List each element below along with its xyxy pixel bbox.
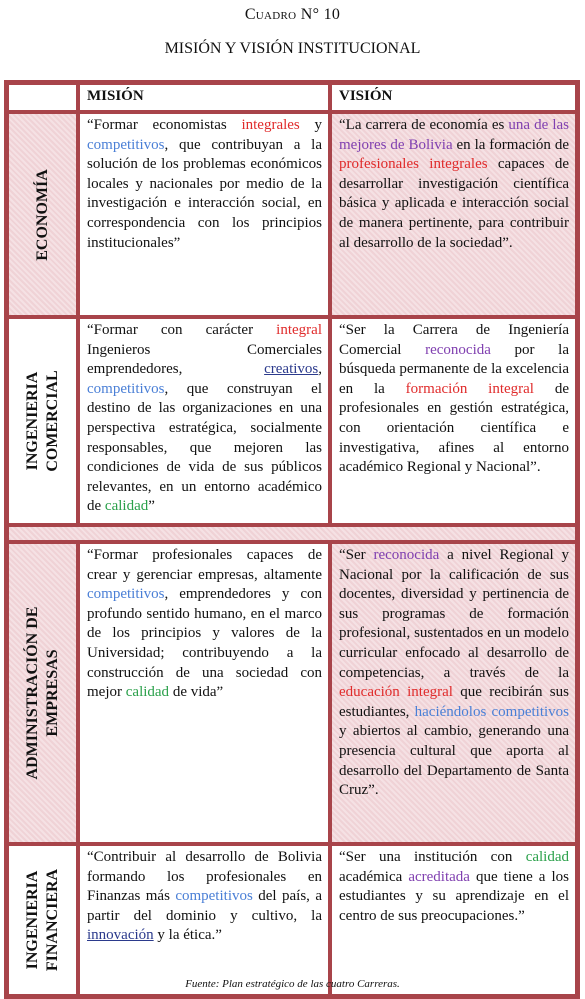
mision-cell <box>78 844 330 996</box>
cell-text: y abiertos al cambio, generando una presencia cultural que aporta al desarrollo del Departamento de Santa Cruz”. <box>339 723 569 799</box>
row-label-economia <box>7 112 78 317</box>
mision-cell <box>78 317 330 525</box>
cell-text: del país, a partir del dominio y cultivo, la <box>87 888 322 924</box>
vision-cell <box>330 542 577 844</box>
cell-text: , <box>318 361 322 378</box>
cell-text: , emprendedores y con profundo sentido humano, en el marco de los principios y valores de la Universidad; contribuyendo a la construcción de una sociedad con mejor <box>87 586 322 701</box>
highlighted-term: innovación <box>87 927 154 944</box>
table-row <box>7 844 577 996</box>
table-row <box>7 542 577 844</box>
table-row <box>7 112 577 317</box>
highlighted-term: acreditada <box>408 868 470 885</box>
cell-text: Ingenieros Comerciales emprendedores, <box>87 341 322 378</box>
highlighted-term: calidad <box>125 684 170 701</box>
cell-text: académica <box>339 868 409 885</box>
table-caption-label: Cuadro N° 10 <box>244 6 341 23</box>
cell-text: de vida” <box>169 684 224 701</box>
header-corner <box>7 83 78 112</box>
row-label-administracion-empresas <box>7 542 78 844</box>
vision-cell <box>330 317 577 525</box>
cell-text: “Contribuir al desarrollo de Bolivia formando los profesionales en Finanzas más <box>87 849 322 905</box>
table-title: MISIÓN Y VISIÓN INSTITUCIONAL <box>164 40 421 57</box>
highlighted-term: calidad <box>525 849 569 865</box>
cell-text: “Ser una institución con <box>339 849 526 865</box>
row-separator <box>7 525 577 542</box>
highlighted-term: competitivos <box>175 888 253 905</box>
cell-text: “Formar economistas <box>87 117 242 133</box>
cell-text: y la ética.” <box>153 927 222 944</box>
vision-cell <box>330 844 577 996</box>
cell-text: que tiene a los estudiantes y su aprendizaje en el centro de sus preocupaciones.” <box>339 868 569 924</box>
highlighted-term: educación integral <box>339 684 453 701</box>
row-label-text: FINANCIERA <box>43 868 61 972</box>
header-mision: MISIÓN <box>78 83 330 112</box>
mission-vision-table <box>4 80 580 999</box>
highlighted-term: competitivos <box>87 136 165 153</box>
row-label-ingenieria-comercial <box>7 317 78 525</box>
row-label-ingenieria-financiera <box>7 844 78 996</box>
cell-text: a nivel Regional y Nacional por la calificación de sus docentes, diversidad y pertinencia de sus programas de formación profesional, sustentados en un modelo curricular enfocado al desarrollo de competencias, a través de la <box>339 547 569 681</box>
highlighted-term: reconocida <box>425 341 491 358</box>
cell-text: “Ser <box>339 547 374 563</box>
cell-text: , que construyan el destino de las organizaciones en una perspectiva estratégica, socialmente responsables, que mejoren las condiciones de vida de sus públicos relevantes, en un entorno académico de <box>87 380 322 515</box>
cell-text: “La carrera de economía es <box>339 117 509 133</box>
highlighted-term: competitivos <box>87 586 165 603</box>
cell-text: ” <box>148 498 155 515</box>
cell-text: capaces de desarrollar investigación científica básica y aplicada e interacción social de manera pertinente, para contribuir al desarrollo de la sociedad”. <box>339 156 569 251</box>
source-note: Fuente: Plan estratégico de las cuatro Carreras. <box>185 978 400 990</box>
cell-text: que recibirán sus estudiantes, <box>339 684 569 720</box>
highlighted-term: profesionales integrales <box>339 156 488 173</box>
highlighted-term: formación integral <box>405 380 534 397</box>
header-vision: VISIÓN <box>330 83 577 112</box>
table-row <box>7 317 577 525</box>
cell-text: , que contribuyan a la solución de los problemas económicos locales y nacionales por medio de la investigación e interacción social, en correspondencia con los principios institucionales” <box>87 136 322 251</box>
highlighted-term: reconocida <box>373 547 440 563</box>
highlighted-term: integrales <box>241 117 300 133</box>
row-label-text: INGENIERIA <box>23 371 41 471</box>
row-label-text: EMPRESAS <box>43 649 61 737</box>
highlighted-term: calidad <box>104 498 149 515</box>
row-label-text: COMERCIAL <box>43 370 61 472</box>
cell-text: por la búsqueda permanente de la excelencia en la <box>339 341 569 397</box>
row-label-text: INGENIERIA <box>23 870 41 970</box>
highlighted-term: integral <box>276 322 322 338</box>
cell-text: “Formar profesionales capaces de crear y gerenciar empresas, altamente <box>87 547 322 583</box>
highlighted-term: competitivos <box>87 380 165 397</box>
header-row <box>7 83 577 112</box>
vision-cell <box>330 112 577 317</box>
cell-text: en la formación de <box>452 136 569 153</box>
highlighted-term: una de las mejores de Bolivia <box>339 117 569 153</box>
cell-text: de profesionales en gestión estratégica, con orientación científica e investigativa, afines al entorno académico Regional y Nacional”. <box>339 380 569 476</box>
row-label-text: ADMINISTRACIÓN DE <box>23 606 41 780</box>
highlighted-term: haciéndolos competitivos <box>414 703 570 720</box>
row-label-text: ECONOMÍA <box>33 168 51 261</box>
cell-text: “Formar con carácter <box>87 322 277 338</box>
cell-text: “Ser la Carrera de Ingeniería Comercial <box>339 322 569 358</box>
highlighted-term: creativos <box>264 361 319 378</box>
mision-cell <box>78 112 330 317</box>
cell-text: y <box>299 117 323 133</box>
mision-cell <box>78 542 330 844</box>
